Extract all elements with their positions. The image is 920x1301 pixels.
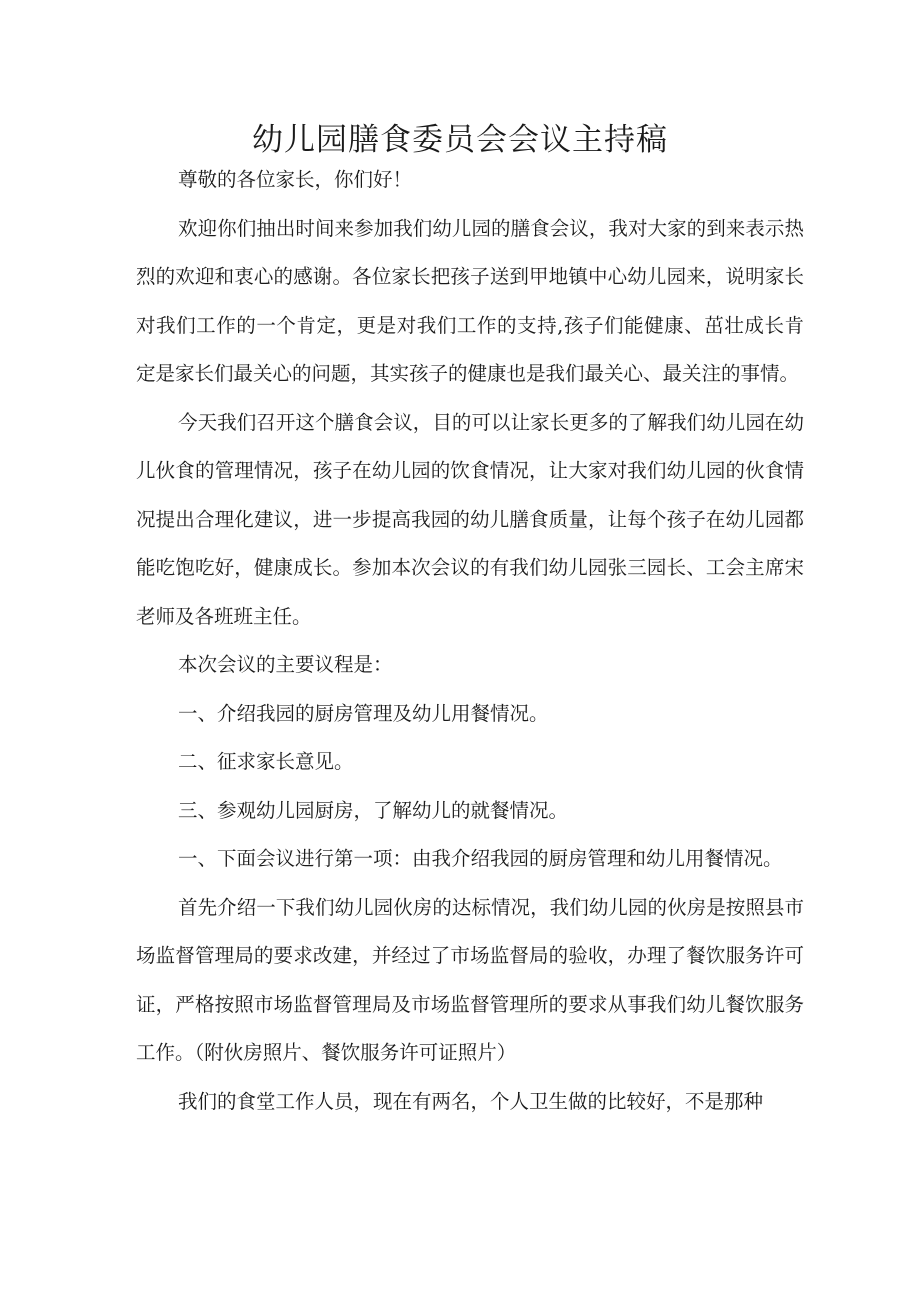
paragraph-welcome: 欢迎你们抽出时间来参加我们幼儿园的膳食会议，我对大家的到来表示热烈的欢迎和衷心的感谢。各位家长把孩子送到甲地镇中心幼儿园来，说明家长对我们工作的一个肯定，更是对我们工作的支持,孩子们能健康、茁壮成长肯定是家长们最关心的问题，其实孩子的健康也是我们最关心、最关注的事情。 xyxy=(136,216,804,385)
paragraph-agenda-item-3: 三、参观幼儿园厨房，了解幼儿的就餐情况。 xyxy=(178,798,569,822)
paragraph-agenda-item-1: 一、介绍我园的厨房管理及幼儿用餐情况。 xyxy=(178,701,549,725)
paragraph-purpose: 今天我们召开这个膳食会议，目的可以让家长更多的了解我们幼儿园在幼儿伙食的管理情况，孩子在幼儿园的饮食情况，让大家对我们幼儿园的伙食情况提出合理化建议，进一步提高我园的幼儿膳食质量，让每个孩子在幼儿园都能吃饱吃好，健康成长。参加本次会议的有我们幼儿园张三园长、工会主席宋老师及各班班主任。 xyxy=(136,410,804,628)
paragraph-kitchen-intro: 首先介绍一下我们幼儿园伙房的达标情况，我们幼儿园的伙房是按照县市场监督管理局的要求改建，并经过了市场监督局的验收，办理了餐饮服务许可证，严格按照市场监督管理局及市场监督管理所的要求从事我们幼儿餐饮服务工作。（附伙房照片、餐饮服务许可证照片） xyxy=(136,895,804,1064)
paragraph-agenda-heading: 本次会议的主要议程是： xyxy=(178,653,393,676)
paragraph-first-item: 一、下面会议进行第一项：由我介绍我园的厨房管理和幼儿用餐情况。 xyxy=(178,847,783,870)
paragraph-salutation: 尊敬的各位家长，你们好！ xyxy=(178,168,413,191)
paragraph-agenda-item-2: 二、征求家长意见。 xyxy=(178,750,354,773)
document-body xyxy=(136,150,804,1126)
paragraph-staff: 我们的食堂工作人员，现在有两名，个人卫生做的比较好，不是那种 xyxy=(178,1089,764,1113)
document-title: 幼儿园膳食委员会会议主持稿 xyxy=(252,122,668,158)
